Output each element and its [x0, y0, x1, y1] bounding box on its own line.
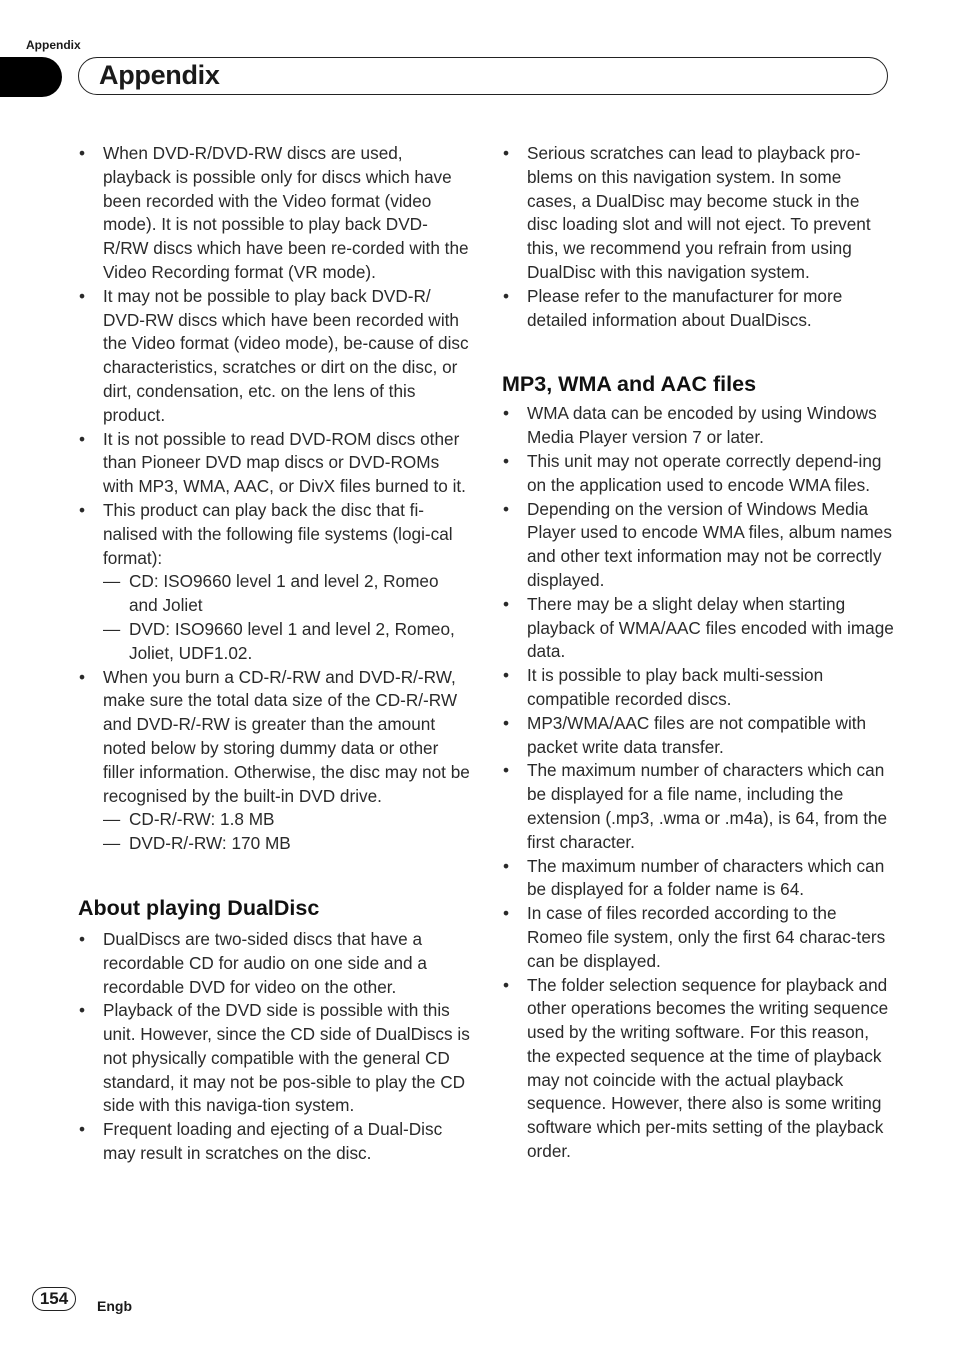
- files-heading: MP3, WMA and AAC files: [502, 372, 757, 397]
- section-tab-marker: [0, 57, 62, 97]
- list-item: • It is not possible to read DVD-ROM discs other than Pioneer DVD map discs or DVD-ROMs with MP3, WMA, AAC, or DivX files burned to it.: [78, 428, 470, 499]
- list-item: • The maximum number of characters which can be displayed for a folder name is 64.: [502, 855, 894, 903]
- list-item: [78, 499, 470, 666]
- list-item: • Depending on the version of Windows Media Player used to encode WMA files, album names and other text information may not be correctly displayed.: [502, 498, 894, 593]
- list-item: • When DVD-R/DVD-RW discs are used, playback is possible only for discs which have been recorded with the Video format (video mode). It is not possible to play back DVD-R/RW discs which have been re-corded with the Video Recording format (VR mode).: [78, 142, 470, 285]
- list-item: • There may be a slight delay when starting playback of WMA/AAC files encoded with image data.: [502, 593, 894, 664]
- running-head: Appendix: [26, 38, 81, 52]
- page-number: 154: [32, 1287, 76, 1311]
- files-bullet-list: [502, 402, 894, 1164]
- page-title-bar: [78, 57, 888, 95]
- list-item: • In case of files recorded according to the Romeo file system, only the first 64 charac-ters can be displayed.: [502, 902, 894, 973]
- filesystem-sublist: [103, 570, 470, 665]
- sub-list-item: — DVD-R/-RW: 170 MB: [103, 832, 470, 856]
- list-item: • This unit may not operate correctly depend-ing on the application used to encode WMA files.: [502, 450, 894, 498]
- list-item: • WMA data can be encoded by using Windows Media Player version 7 or later.: [502, 402, 894, 450]
- right-column: [502, 142, 894, 1164]
- dualdisc-heading: About playing DualDisc: [78, 895, 320, 920]
- list-item: • It is possible to play back multi-session compatible recorded discs.: [502, 664, 894, 712]
- sub-list-item: — DVD: ISO9660 level 1 and level 2, Romeo, Joliet, UDF1.02.: [103, 618, 470, 666]
- list-item: • Playback of the DVD side is possible with this unit. However, since the CD side of DualDiscs is not physically compatible with the general CD standard, it may not be pos-sible to play the CD side with this naviga-tion system.: [78, 999, 470, 1118]
- list-item: • MP3/WMA/AAC files are not compatible with packet write data transfer.: [502, 712, 894, 760]
- sub-list-item: — CD: ISO9660 level 1 and level 2, Romeo and Joliet: [103, 570, 470, 618]
- burn-text: When you burn a CD-R/-RW and DVD-R/-RW, make sure the total data size of the CD-R/-RW and DVD-R/-RW is greater than the amount noted below by storing dummy data or other filler information. Otherwise, the disc may not be recognised by the built-in DVD drive.: [103, 666, 470, 806]
- list-item: [78, 666, 470, 856]
- list-item: • Serious scratches can lead to playback pro-blems on this navigation system. In some cases, a DualDisc may become stuck in the disc loading slot and will not eject. To prevent this, we recommend you refrain from using DualDisc with this navigation system.: [502, 142, 894, 285]
- sub-list-item: — CD-R/-RW: 1.8 MB: [103, 808, 470, 832]
- filesystem-text: This product can play back the disc that fi-nalised with the following file systems (logi-cal format):: [103, 499, 453, 568]
- burn-sublist: [103, 808, 470, 856]
- dualdisc-continued-list: [502, 142, 894, 332]
- list-item: • Please refer to the manufacturer for more detailed information about DualDiscs.: [502, 285, 894, 333]
- language-code: Engb: [97, 1298, 132, 1314]
- list-item: • The maximum number of characters which can be displayed for a file name, including the extension (.mp3, .wma or .m4a), is 64, from the first character.: [502, 759, 894, 854]
- list-item: • Frequent loading and ejecting of a Dual-Disc may result in scratches on the disc.: [78, 1118, 470, 1166]
- dualdisc-bullet-list: [78, 928, 470, 1166]
- disc-bullet-list: [78, 142, 470, 856]
- list-item: • The folder selection sequence for playback and other operations becomes the writing sequence used by the writing software. For this reason, the expected sequence at the time of playback may not coincide with the actual playback sequence. However, there also is some writing software which per-mits setting of the playback order.: [502, 974, 894, 1164]
- list-item: • It may not be possible to play back DVD-R/ DVD-RW discs which have been recorded with the Video format (video mode), be-cause of disc characteristics, scratches or dirt on the disc, or dirt, condensation, etc. on the lens of this product.: [78, 285, 470, 428]
- page-title: Appendix: [99, 60, 220, 90]
- left-column: [78, 142, 470, 1166]
- list-item: • DualDiscs are two-sided discs that have a recordable CD for audio on one side and a recordable DVD for video on the other.: [78, 928, 470, 999]
